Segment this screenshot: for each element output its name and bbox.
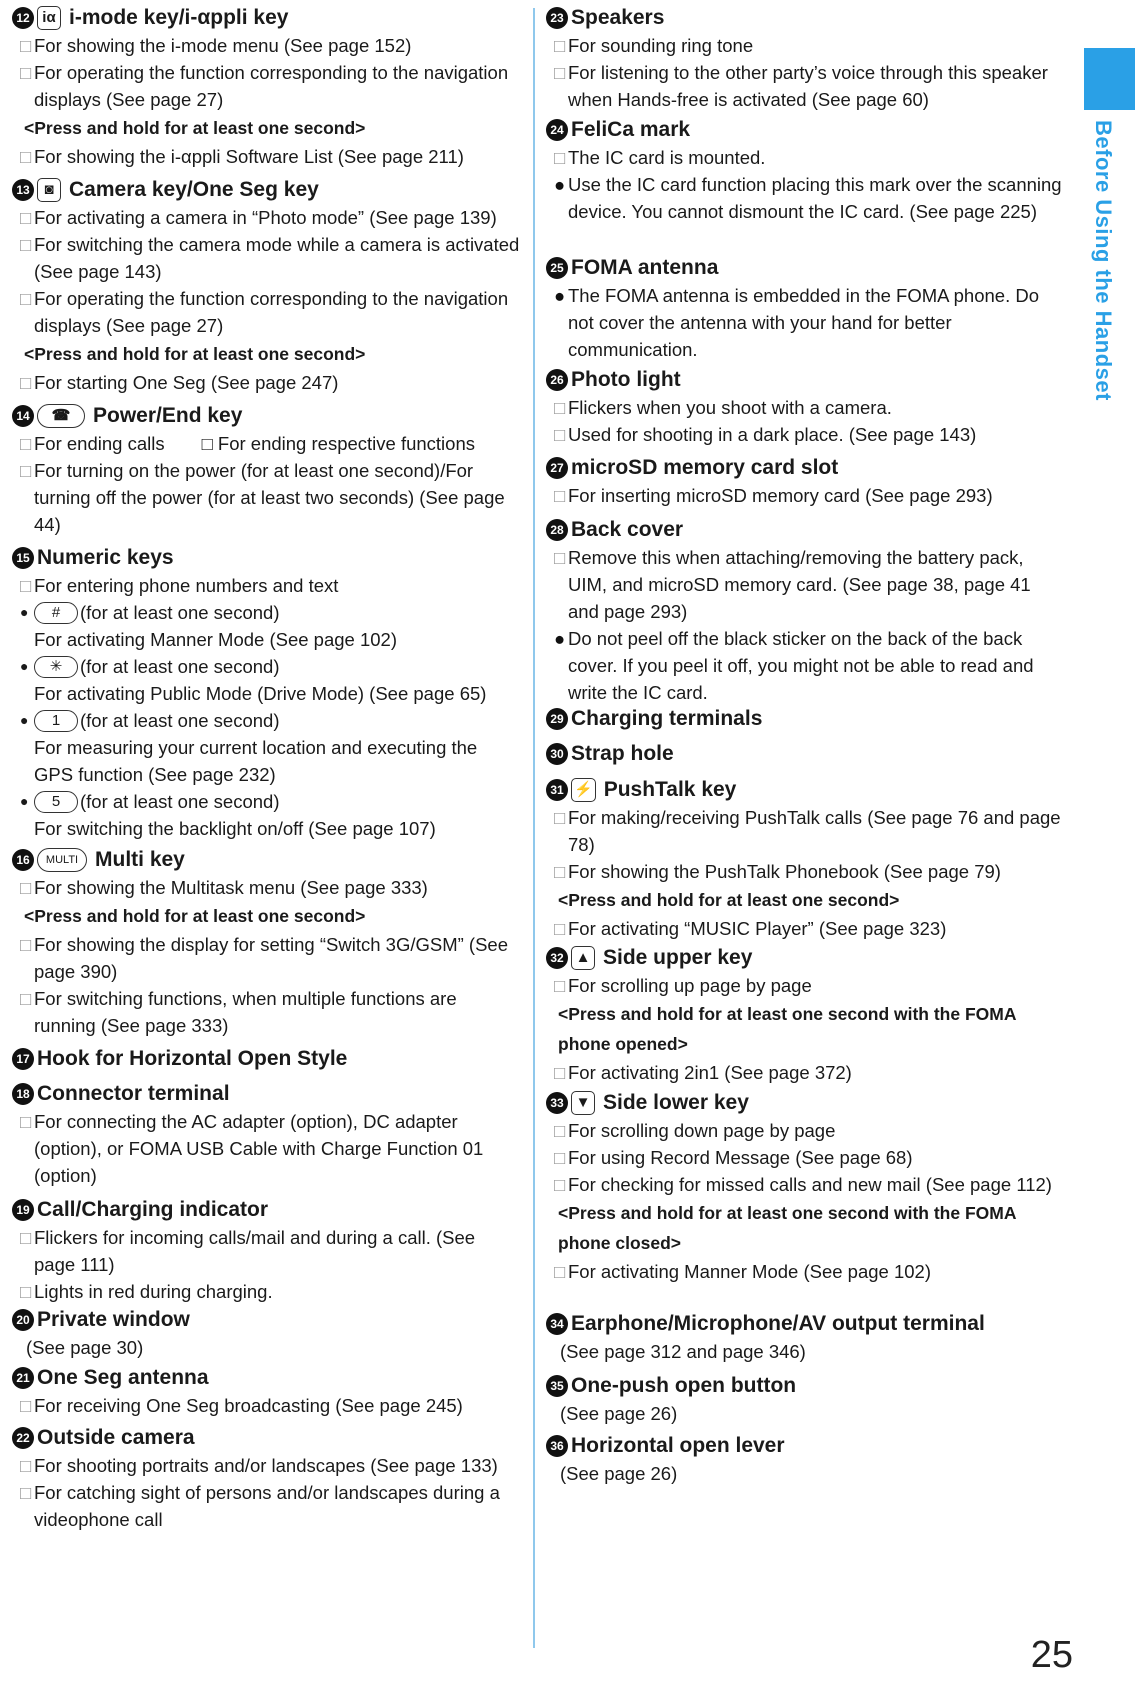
item-heading — [12, 846, 520, 874]
line-text: For switching the camera mode while a camera is activated (See page 143) — [34, 234, 520, 282]
line-text: For showing the Multitask menu (See page 333) — [34, 877, 428, 898]
key-description: For activating Public Mode (Drive Mode) (See page 65) — [34, 683, 487, 704]
item-number-badge: 35 — [546, 1375, 568, 1397]
description-line — [546, 144, 1066, 171]
item-number-badge: 17 — [12, 1048, 34, 1070]
list-marker: □ — [554, 547, 566, 568]
line-text: Flickers for incoming calls/mail and during a call. (See page 111) — [34, 1227, 476, 1275]
description-line — [12, 285, 520, 339]
line-text: For showing the display for setting “Switch 3G/GSM” (See page 390) — [34, 934, 508, 982]
line-text: For sounding ring tone — [568, 35, 754, 56]
item-12 — [12, 4, 520, 170]
key-icon: ◙ — [37, 178, 61, 202]
item-heading — [546, 366, 1066, 394]
list-marker: □ — [20, 934, 32, 955]
description-line — [546, 1117, 1066, 1144]
bullet-icon: ● — [20, 712, 29, 728]
description-line — [546, 1171, 1066, 1198]
item-29 — [546, 705, 1066, 733]
page-reference: (See page 26) — [560, 1463, 678, 1484]
item-number-badge: 13 — [12, 179, 34, 201]
key-description: For activating Manner Mode (See page 102) — [34, 629, 398, 650]
bullet-icon: ● — [20, 793, 29, 809]
description-line — [546, 915, 1066, 942]
numeric-key-line — [12, 599, 520, 626]
list-marker: □ — [20, 207, 32, 228]
section-tab — [1084, 48, 1135, 110]
list-marker: □ — [554, 1174, 566, 1195]
item-title: Private window — [37, 1308, 190, 1331]
description-line — [546, 59, 1066, 113]
list-marker: □ — [554, 1120, 566, 1141]
item-title: Back cover — [571, 518, 684, 541]
description-line — [12, 1108, 520, 1189]
item-32 — [546, 944, 1066, 1086]
item-15 — [12, 544, 520, 842]
press-hold-note: <Press and hold for at least one second with the FOMA phone opened> — [558, 1004, 1016, 1054]
list-marker: □ — [20, 372, 32, 393]
description-line — [546, 32, 1066, 59]
numeric-key-icon: 5 — [34, 791, 78, 813]
item-heading — [546, 776, 1066, 804]
item-number-badge: 29 — [546, 708, 568, 730]
numeric-key-line — [12, 653, 520, 680]
item-21 — [12, 1364, 520, 1419]
item-title: Power/End key — [93, 404, 243, 427]
list-marker: □ — [20, 988, 32, 1009]
description-line — [546, 1144, 1066, 1171]
item-title: PushTalk key — [603, 778, 737, 801]
list-marker: □ — [20, 1281, 32, 1302]
line-text: For scrolling up page by page — [568, 975, 812, 996]
list-marker: □ — [554, 424, 566, 445]
line-text: For connecting the AC adapter (option), DC adapter (option), or FOMA USB Cable with Charge Function 01 (option) — [34, 1111, 484, 1186]
item-heading — [12, 1196, 520, 1224]
description-line — [546, 804, 1066, 858]
item-18 — [12, 1080, 520, 1189]
item-25 — [546, 254, 1066, 363]
line-text: Do not peel off the black sticker on the back of the back cover. If you peel it off, you might not be able to read and write the IC card. — [568, 628, 1034, 703]
description-line — [12, 931, 520, 985]
line-text: The FOMA antenna is embedded in the FOMA phone. Do not cover the antenna with your hand for better communication. — [568, 285, 1039, 360]
list-marker: □ — [20, 146, 32, 167]
line-text: For making/receiving PushTalk calls (See page 76 and page 78) — [568, 807, 1061, 855]
line-text: For showing the i-mode menu (See page 152) — [34, 35, 412, 56]
item-title: Numeric keys — [37, 546, 174, 569]
item-title: Side lower key — [603, 1091, 749, 1114]
item-36 — [546, 1432, 1066, 1487]
item-number-badge: 30 — [546, 743, 568, 765]
line-text: Flickers when you shoot with a camera. — [568, 397, 892, 418]
item-19 — [12, 1196, 520, 1305]
item-title: Hook for Horizontal Open Style — [37, 1047, 348, 1070]
item-heading — [546, 944, 1066, 972]
line-text: Lights in red during charging. — [34, 1281, 273, 1302]
line-text: For listening to the other party’s voice through this speaker when Hands-free is activated (See page 60) — [568, 62, 1048, 110]
list-marker: □ — [20, 1111, 32, 1132]
numeric-key-line — [12, 707, 520, 734]
line-text: For scrolling down page by page — [568, 1120, 836, 1141]
bullet-note — [546, 282, 1066, 363]
item-title: Horizontal open lever — [571, 1434, 785, 1457]
item-number-badge: 33 — [546, 1092, 568, 1114]
item-heading — [546, 4, 1066, 32]
list-marker: □ — [20, 234, 32, 255]
press-hold-note: <Press and hold for at least one second with the FOMA phone closed> — [558, 1203, 1016, 1253]
line-text: For catching sight of persons and/or landscapes during a videophone call — [34, 1482, 500, 1530]
item-26 — [546, 366, 1066, 448]
list-marker: □ — [20, 575, 32, 596]
description-line — [546, 421, 1066, 448]
item-number-badge: 12 — [12, 7, 34, 29]
description-line — [12, 143, 520, 170]
key-description: For measuring your current location and executing the GPS function (See page 232) — [34, 737, 478, 785]
item-17 — [12, 1045, 520, 1073]
press-hold-note: <Press and hold for at least one second> — [24, 906, 366, 926]
item-31 — [546, 776, 1066, 942]
press-hold-note: <Press and hold for at least one second> — [24, 344, 366, 364]
key-icon: ▼ — [571, 1091, 595, 1115]
bullet-note — [546, 171, 1066, 225]
list-marker: □ — [554, 35, 566, 56]
key-hold-text: (for at least one second) — [80, 791, 280, 812]
item-heading — [12, 1080, 520, 1108]
list-marker: □ — [554, 1261, 566, 1282]
line-text: For ending calls □ For ending respective functions — [34, 433, 475, 454]
numeric-key-line — [12, 788, 520, 815]
bullet-note — [546, 625, 1066, 706]
item-title: FeliCa mark — [571, 118, 691, 141]
list-marker: □ — [20, 62, 32, 83]
item-heading — [12, 1424, 520, 1452]
line-text: For turning on the power (for at least one second)/For turning off the power (for at least two seconds) (See page 44) — [34, 460, 505, 535]
description-line — [546, 972, 1066, 999]
list-marker: □ — [554, 918, 566, 939]
item-number-badge: 23 — [546, 7, 568, 29]
list-marker: □ — [554, 1062, 566, 1083]
item-heading — [12, 1306, 520, 1334]
list-marker: □ — [554, 861, 566, 882]
line-text: For using Record Message (See page 68) — [568, 1147, 913, 1168]
item-heading — [12, 544, 520, 572]
description-line — [12, 32, 520, 59]
line-text: For showing the i-αppli Software List (See page 211) — [34, 146, 464, 167]
line-text: For inserting microSD memory card (See page 293) — [568, 485, 993, 506]
line-text: For entering phone numbers and text — [34, 575, 339, 596]
item-number-badge: 27 — [546, 457, 568, 479]
description-line — [546, 1258, 1066, 1285]
line-text: For activating Manner Mode (See page 102) — [568, 1261, 932, 1282]
item-title: Call/Charging indicator — [37, 1198, 269, 1221]
list-marker: □ — [554, 62, 566, 83]
description-line — [12, 1278, 520, 1305]
description-line — [12, 572, 520, 599]
item-number-badge: 24 — [546, 119, 568, 141]
line-text: For operating the function corresponding to the navigation displays (See page 27) — [34, 62, 509, 110]
bullet-icon: ● — [20, 604, 29, 620]
bullet-icon: ● — [554, 174, 566, 195]
item-heading — [12, 1364, 520, 1392]
item-34 — [546, 1310, 1066, 1365]
column-divider — [533, 8, 535, 1648]
item-title: microSD memory card slot — [571, 456, 839, 479]
list-marker: □ — [20, 1395, 32, 1416]
key-description: For switching the backlight on/off (See page 107) — [34, 818, 436, 839]
description-line — [546, 394, 1066, 421]
page-reference: (See page 26) — [560, 1403, 678, 1424]
item-title: Outside camera — [37, 1426, 195, 1449]
item-heading — [12, 176, 520, 204]
description-line — [12, 1479, 520, 1533]
item-heading — [546, 705, 1066, 733]
item-title: i-mode key/i-αppli key — [69, 6, 289, 29]
description-line — [12, 1452, 520, 1479]
press-hold-note: <Press and hold for at least one second> — [558, 890, 900, 910]
item-number-badge: 25 — [546, 257, 568, 279]
section-label: Before Using the Handset — [1091, 120, 1116, 401]
line-text: For starting One Seg (See page 247) — [34, 372, 339, 393]
line-text: For operating the function corresponding to the navigation displays (See page 27) — [34, 288, 509, 336]
key-hold-text: (for at least one second) — [80, 710, 280, 731]
page-reference: (See page 312 and page 346) — [560, 1341, 806, 1362]
numeric-key-icon: # — [34, 602, 78, 624]
item-33 — [546, 1089, 1066, 1285]
description-line — [12, 430, 520, 457]
key-hold-text: (for at least one second) — [80, 602, 280, 623]
list-marker: □ — [20, 288, 32, 309]
item-number-badge: 26 — [546, 369, 568, 391]
item-heading — [546, 1372, 1066, 1400]
numeric-key-icon: 1 — [34, 710, 78, 732]
item-23 — [546, 4, 1066, 113]
description-line — [12, 874, 520, 901]
description-line — [546, 544, 1066, 625]
line-text: The IC card is mounted. — [568, 147, 766, 168]
item-number-badge: 19 — [12, 1199, 34, 1221]
bullet-icon: ● — [20, 658, 29, 674]
key-icon: ▲ — [571, 946, 595, 970]
item-28 — [546, 516, 1066, 706]
list-marker: □ — [20, 460, 32, 481]
press-hold-note: <Press and hold for at least one second> — [24, 118, 366, 138]
item-13 — [12, 176, 520, 396]
item-27 — [546, 454, 1066, 509]
item-number-badge: 16 — [12, 849, 34, 871]
list-marker: □ — [554, 807, 566, 828]
item-24 — [546, 116, 1066, 225]
item-title: One Seg antenna — [37, 1366, 209, 1389]
item-number-badge: 32 — [546, 947, 568, 969]
key-icon: iα — [37, 6, 61, 30]
item-title: Strap hole — [571, 742, 674, 765]
item-title: Multi key — [95, 848, 185, 871]
key-icon: ⚡ — [571, 778, 596, 802]
list-marker: □ — [20, 35, 32, 56]
item-heading — [12, 402, 520, 430]
description-line — [12, 1392, 520, 1419]
line-text: Use the IC card function placing this mark over the scanning device. You cannot dismount the IC card. (See page 225) — [568, 174, 1062, 222]
item-heading — [546, 1089, 1066, 1117]
item-20 — [12, 1306, 520, 1361]
item-heading — [546, 1310, 1066, 1338]
line-text: For activating 2in1 (See page 372) — [568, 1062, 852, 1083]
item-number-badge: 21 — [12, 1367, 34, 1389]
list-marker: □ — [554, 147, 566, 168]
item-number-badge: 14 — [12, 405, 34, 427]
description-line — [546, 482, 1066, 509]
list-marker: □ — [554, 975, 566, 996]
item-16 — [12, 846, 520, 1039]
line-text: For receiving One Seg broadcasting (See page 245) — [34, 1395, 463, 1416]
description-line — [12, 369, 520, 396]
line-text: For switching functions, when multiple functions are running (See page 333) — [34, 988, 457, 1036]
item-title: Earphone/Microphone/AV output terminal — [571, 1312, 985, 1335]
item-title: Charging terminals — [571, 707, 763, 730]
description-line — [12, 457, 520, 538]
item-heading — [546, 454, 1066, 482]
item-heading — [546, 1432, 1066, 1460]
line-text: For checking for missed calls and new mail (See page 112) — [568, 1174, 1052, 1195]
item-number-badge: 18 — [12, 1083, 34, 1105]
item-heading — [546, 740, 1066, 768]
item-number-badge: 20 — [12, 1309, 34, 1331]
item-heading — [546, 254, 1066, 282]
list-marker: □ — [20, 877, 32, 898]
item-number-badge: 15 — [12, 547, 34, 569]
line-text: For activating “MUSIC Player” (See page 323) — [568, 918, 947, 939]
item-title: Side upper key — [603, 946, 753, 969]
item-heading — [546, 516, 1066, 544]
item-35 — [546, 1372, 1066, 1427]
item-22 — [12, 1424, 520, 1533]
section-sidebar — [1082, 0, 1135, 1683]
item-number-badge: 28 — [546, 519, 568, 541]
item-title: One-push open button — [571, 1374, 797, 1397]
list-marker: □ — [20, 1227, 32, 1248]
list-marker: □ — [20, 1482, 32, 1503]
list-marker: □ — [20, 1455, 32, 1476]
item-number-badge: 34 — [546, 1313, 568, 1335]
line-text: For activating a camera in “Photo mode” (See page 139) — [34, 207, 497, 228]
description-line — [12, 59, 520, 113]
page-number: 25 — [1030, 1634, 1073, 1676]
item-heading — [546, 116, 1066, 144]
list-marker: □ — [554, 485, 566, 506]
description-line — [12, 1224, 520, 1278]
line-text: For showing the PushTalk Phonebook (See page 79) — [568, 861, 1001, 882]
line-text: Remove this when attaching/removing the battery pack, UIM, and microSD memory card. (See page 38, page 41 and page 293) — [568, 547, 1031, 622]
item-title: Camera key/One Seg key — [69, 178, 319, 201]
item-title: Speakers — [571, 6, 665, 29]
item-heading — [12, 1045, 520, 1073]
description-line — [12, 204, 520, 231]
description-line — [546, 1059, 1066, 1086]
item-title: FOMA antenna — [571, 256, 719, 279]
key-icon: MULTI — [37, 848, 87, 872]
item-title: Photo light — [571, 368, 681, 391]
list-marker: □ — [20, 433, 32, 454]
key-hold-text: (for at least one second) — [80, 656, 280, 677]
item-14 — [12, 402, 520, 538]
key-icon: ☎ — [37, 404, 85, 428]
bullet-icon: ● — [554, 628, 566, 649]
item-30 — [546, 740, 1066, 768]
item-heading — [12, 4, 520, 32]
list-marker: □ — [554, 1147, 566, 1168]
numeric-key-icon: ✳ — [34, 656, 78, 678]
description-line — [12, 231, 520, 285]
bullet-icon: ● — [554, 285, 566, 306]
description-line — [12, 985, 520, 1039]
item-number-badge: 22 — [12, 1427, 34, 1449]
line-text: Used for shooting in a dark place. (See page 143) — [568, 424, 977, 445]
item-number-badge: 31 — [546, 779, 568, 801]
list-marker: □ — [554, 397, 566, 418]
item-title: Connector terminal — [37, 1082, 230, 1105]
description-line — [546, 858, 1066, 885]
line-text: For shooting portraits and/or landscapes (See page 133) — [34, 1455, 498, 1476]
page-reference: (See page 30) — [26, 1337, 144, 1358]
item-number-badge: 36 — [546, 1435, 568, 1457]
